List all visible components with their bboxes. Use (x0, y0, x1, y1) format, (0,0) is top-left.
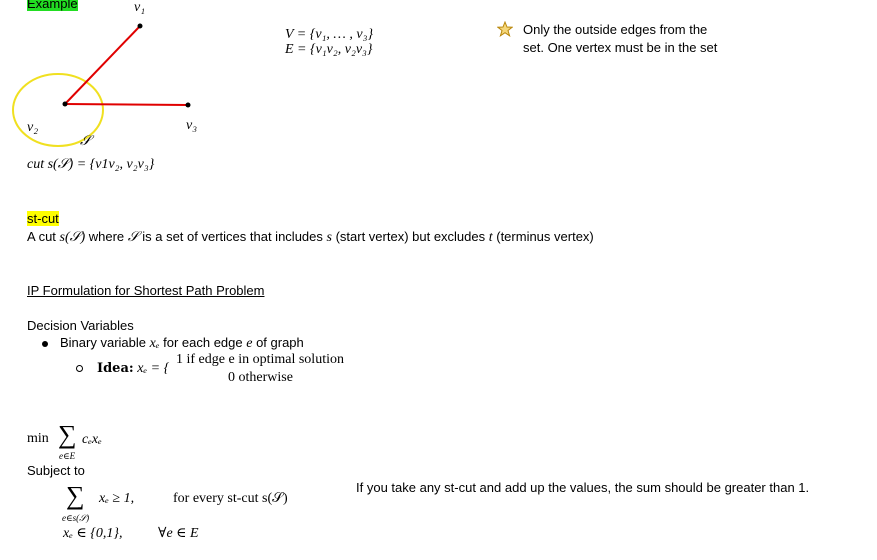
stcut-s-symbol: s (326, 230, 332, 245)
note-text (523, 21, 717, 57)
note-line-1: Only the outside edges from the (523, 22, 708, 37)
star-icon (497, 21, 513, 37)
objective-term: cₑxₑ (82, 432, 102, 447)
idea-case-2: 0 otherwise (228, 370, 293, 385)
binary-constraint: xₑ ∈ {0,1}, (63, 526, 123, 541)
stcut-cut-symbol: s(𝒮) (59, 230, 86, 245)
idea-label: Idea: (97, 361, 134, 376)
stcut-text-c: where (85, 229, 128, 244)
bullet-text-b: for each edge (159, 335, 247, 350)
label-set: 𝒮 (80, 134, 91, 149)
set-definitions (285, 27, 373, 57)
stcut-text-e: is a set of vertices that includes (138, 229, 327, 244)
vertex-v1 (138, 24, 143, 29)
stcut-label: st-cut (27, 211, 59, 226)
cut-example-expression: cut s(𝒮) = {v1v₂, v₂v₃} (27, 157, 155, 172)
sub-bullet-circle (76, 365, 83, 372)
constraint-sum: ∑ (66, 481, 85, 510)
edge-v1v2 (65, 26, 140, 104)
bullet-dot (42, 341, 48, 347)
vertex-v3 (186, 103, 191, 108)
objective-min: min (27, 431, 49, 446)
bullet-edge-symbol: e (246, 336, 253, 351)
decision-variables-label: Decision Variables (27, 318, 134, 333)
edge-set: E = {v₁v₂, v₂v₃} (285, 42, 373, 57)
constraint-condition: for every st-cut s(𝒮) (173, 491, 288, 506)
bullet-text-a: Binary variable (60, 335, 150, 350)
cut-example (27, 156, 154, 173)
subject-to-label: Subject to (27, 463, 85, 478)
label-v3: v₃ (186, 118, 198, 133)
side-note: If you take any st-cut and add up the values, the sum should be greater than 1. (356, 480, 810, 495)
objective-sum: ∑ (58, 420, 77, 449)
note-line-2: set. One vertex must be in the set (523, 40, 718, 55)
idea-lhs: xₑ = { (137, 361, 170, 376)
binary-constraint-domain: ∀e ∈ E (158, 526, 199, 541)
graph-diagram (0, 0, 230, 160)
stcut-set-symbol: 𝒮 (127, 230, 139, 245)
bullet-variable: xₑ (149, 336, 160, 351)
vertex-set: V = {v₁, … , v₃} (285, 27, 374, 42)
idea-case-1: 1 if edge e in optimal solution (176, 352, 344, 367)
vertex-v2 (63, 102, 68, 107)
stcut-text-i: (terminus vertex) (492, 229, 594, 244)
idea-line (76, 360, 169, 377)
objective-index: e∈E (59, 451, 76, 461)
bullet-binary-variable (42, 335, 304, 352)
bullet-text-c: of graph (252, 335, 304, 350)
ip-heading: IP Formulation for Shortest Path Problem (27, 283, 265, 298)
stcut-description (27, 229, 594, 246)
label-v1: v₁ (134, 0, 146, 15)
constraint-index: e∈s(𝒮) (62, 513, 90, 523)
stcut-text-a: A cut (27, 229, 60, 244)
edge-v2v3 (65, 104, 188, 105)
stcut-t-symbol: t (488, 230, 493, 245)
constraint-term: xₑ ≥ 1, (99, 491, 135, 506)
stcut-text-g: (start vertex) but excludes (331, 229, 489, 244)
label-v2: v₂ (27, 120, 39, 135)
example-label: Example (27, 0, 78, 11)
